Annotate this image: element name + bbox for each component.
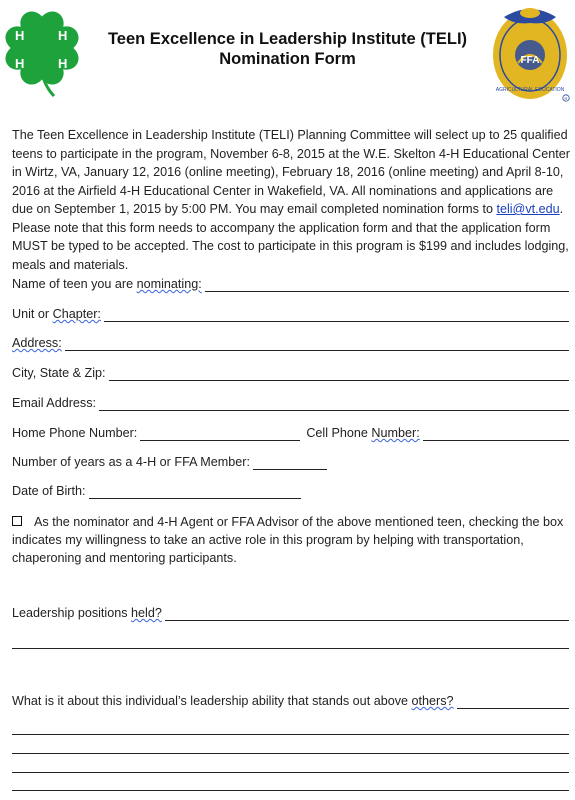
svg-text:H: H (15, 28, 25, 43)
phone-field (12, 425, 569, 441)
ability-label: What is it about this individual’s leadership ability that stands out above others? (12, 694, 454, 708)
email-input[interactable] (99, 396, 569, 411)
home-phone-input[interactable] (140, 426, 300, 441)
svg-text:R: R (564, 96, 568, 101)
cell-phone-label: Cell Phone Number: (306, 426, 420, 440)
leadership-input-line-1[interactable] (165, 606, 569, 621)
cell-phone-input[interactable] (423, 426, 569, 441)
title-line-1: Teen Excellence in Leadership Institute (TELI) (107, 30, 468, 48)
years-label: Number of years as a 4-H or FFA Member: (12, 455, 250, 469)
dob-input[interactable] (89, 484, 301, 499)
city-label: City, State & Zip: (12, 366, 106, 380)
leadership-question (12, 605, 569, 621)
unit-field (12, 306, 569, 322)
svg-text:H: H (15, 56, 25, 71)
nominator-statement-text: As the nominator and 4-H Agent or FFA Advisor of the above mentioned teen, checking the box indicates my willingness to take an active role in this program by helping with transportation, chaperoning and mentoring participants. (12, 515, 564, 565)
dob-label: Date of Birth: (12, 484, 86, 498)
svg-text:H: H (58, 56, 68, 71)
years-input[interactable] (253, 455, 327, 470)
ffa-emblem-logo (488, 3, 572, 103)
email-label: Email Address: (12, 396, 96, 410)
dob-field (12, 483, 569, 499)
nominator-statement (12, 513, 572, 567)
ability-input-line-2[interactable] (12, 734, 569, 735)
intro-text-1: The Teen Excellence in Leadership Institute (TELI) Planning Committee will select up to 25 qualified teens to participate in the program, November 6-8, 2015 at the W.E. Skelton 4-H Educational Center in Wirtz, VA, January 12, 2016 (online meeting), February 18, 2016 (online meeting) and April 8-10, 2016 at the Airfield 4-H Educational Center in Wakefield, VA. All nominations and applications are due on September 1, 2015 by 5:00 PM. You may email completed nomination forms to (12, 128, 570, 216)
unit-input[interactable] (104, 307, 569, 322)
home-phone-label: Home Phone Number: (12, 426, 138, 440)
intro-paragraph (12, 126, 572, 274)
address-input[interactable] (65, 336, 569, 351)
city-field (12, 365, 569, 381)
years-field (12, 454, 569, 470)
address-field (12, 335, 569, 351)
ffa-ring-text: AGRICULTURAL EDUCATION (495, 87, 565, 93)
teen-name-input[interactable] (205, 277, 569, 292)
ffa-letters: FFA (520, 55, 540, 66)
ability-input-line-3[interactable] (12, 753, 569, 754)
email-link[interactable]: teli@vt.edu (496, 202, 560, 216)
ability-question (12, 693, 569, 709)
email-field (12, 395, 569, 411)
address-label: Address: (12, 336, 62, 350)
unit-label: Unit or Chapter: (12, 307, 101, 321)
teen-name-label: Name of teen you are nominating: (12, 277, 202, 291)
city-input[interactable] (109, 366, 569, 381)
teen-name-field (12, 276, 569, 292)
ability-input-line-4[interactable] (12, 772, 569, 773)
title-line-2: Nomination Form (219, 50, 356, 68)
intro-text-2: . Please note that this form needs to accompany the application form and that the application form MUST be typed to be accepted. The cost to participate in this program is $199 and includes lodging, meals and materials. (12, 202, 569, 272)
svg-text:H: H (58, 28, 68, 43)
4h-clover-logo (2, 4, 82, 100)
agreement-checkbox[interactable] (12, 516, 22, 526)
ability-input-line-1[interactable] (457, 694, 569, 709)
ability-input-line-5[interactable] (12, 790, 569, 791)
leadership-input-line-2[interactable] (12, 648, 569, 649)
form-title (90, 29, 485, 69)
leadership-label: Leadership positions held? (12, 606, 162, 620)
